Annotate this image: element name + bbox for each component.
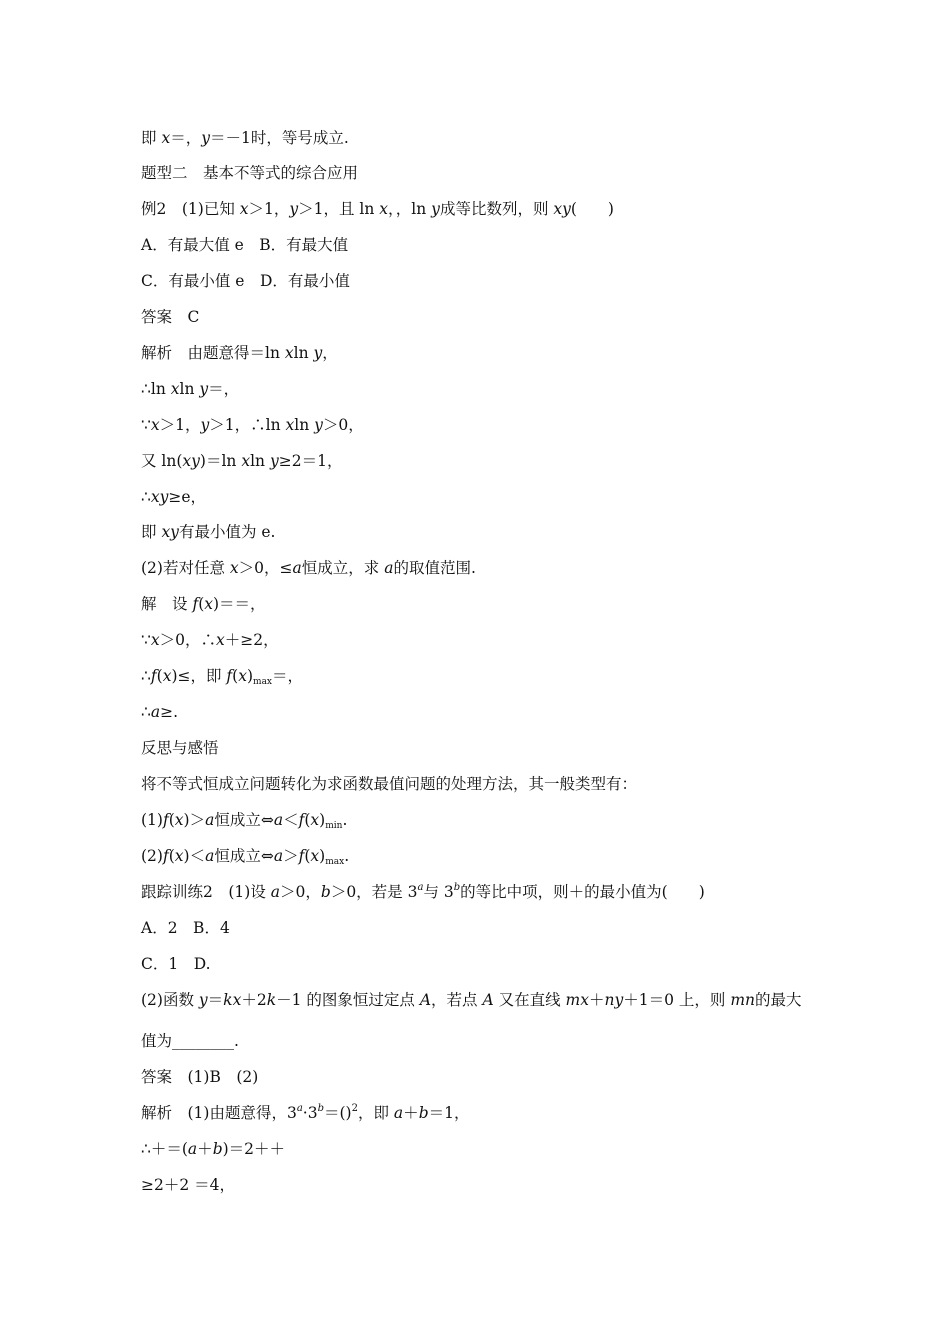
text-segment: a bbox=[273, 847, 284, 865]
text-segment: )＝ln bbox=[199, 452, 242, 470]
text-segment: y bbox=[199, 380, 209, 398]
text-segment: A bbox=[419, 991, 432, 1009]
practice-choice-ab bbox=[141, 918, 230, 938]
text-segment: a bbox=[393, 1104, 404, 1122]
text-segment: max bbox=[253, 677, 273, 687]
text-segment: 恒成立⇔ bbox=[214, 811, 274, 829]
text-segment: 例2 (1)已知 bbox=[141, 200, 240, 218]
text-segment: y bbox=[201, 129, 210, 147]
text-segment: a bbox=[270, 883, 280, 901]
example-2-part-2 bbox=[141, 558, 476, 578]
solution-step-3 bbox=[141, 702, 178, 722]
text-segment: f bbox=[162, 847, 169, 865]
text-segment: ) bbox=[319, 811, 326, 829]
text-segment: x bbox=[285, 416, 295, 434]
text-segment: 解析 (1)由题意得，3 bbox=[141, 1104, 297, 1122]
text-segment: ) bbox=[246, 667, 254, 685]
text-segment: (2) bbox=[141, 847, 163, 865]
practice-choice-cd bbox=[141, 954, 211, 974]
text-segment: min bbox=[325, 821, 343, 831]
text-segment: xy bbox=[161, 523, 179, 541]
text-segment: ＋ bbox=[197, 1140, 213, 1158]
text-segment: ( bbox=[232, 667, 239, 685]
answer-1 bbox=[141, 307, 199, 327]
text-segment: . bbox=[344, 847, 350, 865]
text-segment: ＞0，≤ bbox=[238, 559, 293, 577]
text-segment: x bbox=[174, 847, 184, 865]
text-segment: C．1 D. bbox=[141, 955, 211, 973]
text-segment: f bbox=[192, 595, 199, 613]
answer-2 bbox=[141, 1067, 258, 1087]
text-segment: a bbox=[384, 559, 394, 577]
text-segment: x bbox=[150, 631, 160, 649]
text-segment: a bbox=[205, 811, 215, 829]
text-segment: ≥2＋2 ＝4， bbox=[141, 1176, 235, 1194]
text-segment: －1 的图象恒过定点 bbox=[276, 991, 420, 1009]
reflection-case-2 bbox=[141, 846, 349, 869]
step-4 bbox=[141, 487, 206, 507]
text-segment: ( bbox=[304, 811, 311, 829]
text-segment: ∴ bbox=[141, 703, 151, 721]
choice-ab bbox=[141, 235, 348, 255]
text-segment: )＜ bbox=[183, 847, 206, 865]
text-segment: ＜ bbox=[283, 811, 299, 829]
text-segment: ∴ bbox=[141, 667, 151, 685]
solution-step-2 bbox=[141, 666, 303, 689]
text-segment: ＝() bbox=[324, 1104, 352, 1122]
text-segment: ( bbox=[156, 667, 163, 685]
text-segment: a bbox=[296, 1103, 303, 1114]
text-segment: x bbox=[238, 667, 247, 685]
text-segment: ∵ bbox=[141, 631, 151, 649]
text-segment: b bbox=[453, 882, 461, 893]
solution-step-1 bbox=[141, 630, 279, 650]
text-segment: )＝＝， bbox=[213, 595, 266, 613]
text-segment: b bbox=[212, 1140, 223, 1158]
example-2-question bbox=[141, 199, 614, 219]
text-segment: (2)函数 bbox=[141, 991, 199, 1009]
text-segment: x bbox=[241, 452, 251, 470]
text-segment: 解 设 bbox=[141, 595, 193, 613]
text-segment: 与 3 bbox=[423, 883, 454, 901]
text-segment: ＞1，∴ln bbox=[209, 416, 286, 434]
text-segment: ny bbox=[604, 991, 624, 1009]
text-segment: a bbox=[150, 703, 161, 721]
text-segment: 即 bbox=[141, 129, 162, 147]
text-segment: ∴ bbox=[141, 488, 151, 506]
text-segment: kx bbox=[223, 991, 242, 1009]
text-segment: ，即 bbox=[357, 1104, 394, 1122]
text-segment: y bbox=[313, 344, 323, 362]
text-segment: ln bbox=[293, 344, 314, 362]
analysis-2-step-2 bbox=[141, 1175, 235, 1195]
text-segment: ，，ln bbox=[388, 200, 432, 218]
text-segment: x bbox=[162, 667, 172, 685]
reflection-text bbox=[141, 774, 637, 794]
text-segment: xy bbox=[150, 488, 169, 506]
text-segment: x bbox=[161, 129, 171, 147]
text-segment: ＞1，且 ln bbox=[298, 200, 380, 218]
text-segment: b bbox=[320, 883, 331, 901]
text-segment: 即 bbox=[141, 523, 162, 541]
text-segment: x bbox=[284, 344, 294, 362]
text-segment: ∵ bbox=[141, 416, 151, 434]
choice-cd bbox=[141, 271, 350, 291]
text-segment: ( bbox=[198, 595, 205, 613]
reflection-heading bbox=[141, 738, 219, 758]
text-segment: y bbox=[198, 991, 208, 1009]
text-segment: x bbox=[310, 811, 320, 829]
text-segment: A bbox=[482, 991, 494, 1009]
text-segment: ≥e， bbox=[168, 488, 207, 506]
text-segment: 恒成立⇔ bbox=[214, 847, 274, 865]
text-segment: ln bbox=[250, 452, 270, 470]
step-2 bbox=[141, 415, 364, 435]
text-segment: . bbox=[342, 811, 348, 829]
text-segment: ＝， bbox=[208, 380, 240, 398]
text-segment: ln bbox=[294, 416, 315, 434]
analysis-2-step-1 bbox=[141, 1139, 285, 1159]
step-3 bbox=[141, 451, 342, 471]
text-segment: ln bbox=[179, 380, 200, 398]
text-segment: a bbox=[205, 847, 215, 865]
text-segment: a bbox=[187, 1140, 198, 1158]
text-segment: 又在直线 bbox=[493, 991, 566, 1009]
text-segment: x bbox=[216, 631, 225, 649]
text-segment: ( bbox=[168, 811, 175, 829]
text-segment: xy bbox=[553, 200, 571, 218]
text-segment: y bbox=[269, 452, 279, 470]
text-segment: 成等比数列，则 bbox=[439, 200, 554, 218]
text-segment: A．2 B．4 bbox=[141, 919, 230, 937]
text-segment: ，若点 bbox=[431, 991, 483, 1009]
text-segment: ＞0， bbox=[322, 416, 364, 434]
text-segment: 恒成立，求 bbox=[301, 559, 385, 577]
text-segment: x bbox=[204, 595, 213, 613]
text-segment: y bbox=[289, 200, 299, 218]
text-segment: x bbox=[174, 811, 184, 829]
text-segment: 的等比中项，则＋的最小值为( ) bbox=[460, 883, 705, 901]
text-segment: 2 bbox=[351, 1103, 358, 1114]
step-1 bbox=[141, 379, 239, 399]
text-segment: ＞1， bbox=[248, 200, 290, 218]
text-segment: 又 ln( bbox=[141, 452, 183, 470]
text-segment: ·3 bbox=[302, 1104, 318, 1122]
text-segment: x bbox=[229, 559, 239, 577]
text-segment: xy bbox=[182, 452, 200, 470]
text-segment: 的取值范围. bbox=[393, 559, 476, 577]
text-segment: b bbox=[418, 1104, 429, 1122]
practice-2-question bbox=[141, 882, 705, 905]
text-segment: ＞0， bbox=[280, 883, 321, 901]
text-segment: ＝－1时，等号成立. bbox=[209, 129, 349, 147]
text-segment: a bbox=[292, 559, 302, 577]
text-segment: (1) bbox=[141, 811, 163, 829]
text-segment: a bbox=[273, 811, 284, 829]
text-segment: ＝， bbox=[170, 129, 202, 147]
equality-condition bbox=[141, 128, 349, 148]
text-segment: ( bbox=[304, 847, 311, 865]
text-segment: (2)若对任意 bbox=[141, 559, 230, 577]
text-segment: x bbox=[150, 416, 160, 434]
text-segment: ＋≥2， bbox=[224, 631, 279, 649]
text-segment: f bbox=[162, 811, 169, 829]
text-segment: ＋ bbox=[588, 991, 605, 1009]
text-segment: ∴ln bbox=[141, 380, 171, 398]
text-segment: ＝， bbox=[272, 667, 304, 685]
text-segment: 将不等式恒成立问题转化为求函数最值问题的处理方法，其一般类型有： bbox=[141, 775, 638, 793]
text-segment: 跟踪训练2 (1)设 bbox=[141, 883, 271, 901]
text-segment: mx bbox=[565, 991, 589, 1009]
text-segment: )≤，即 bbox=[171, 667, 227, 685]
text-segment: a bbox=[417, 882, 424, 893]
text-segment: b bbox=[317, 1103, 324, 1114]
text-segment: ( ) bbox=[570, 200, 614, 218]
text-segment: 反思与感悟 bbox=[141, 739, 219, 757]
text-segment: ∴＋＝( bbox=[141, 1140, 188, 1158]
text-segment: k bbox=[266, 991, 277, 1009]
text-segment: 答案 C bbox=[141, 308, 200, 326]
text-segment: y bbox=[431, 200, 440, 218]
text-segment: 解析 由题意得＝ln bbox=[141, 344, 285, 362]
text-segment: x bbox=[379, 200, 389, 218]
reflection-case-1 bbox=[141, 810, 347, 833]
text-segment: ＝1， bbox=[428, 1104, 470, 1122]
text-segment: x bbox=[239, 200, 249, 218]
text-segment: 值为________. bbox=[141, 1032, 239, 1050]
analysis-1-start bbox=[141, 343, 338, 363]
text-segment: ＋1＝0 上，则 bbox=[623, 991, 731, 1009]
step-5 bbox=[141, 522, 275, 542]
text-segment: 题型二 基本不等式的综合应用 bbox=[141, 164, 359, 182]
text-segment: ≥2＝1， bbox=[278, 452, 343, 470]
text-segment: ＋2 bbox=[241, 991, 267, 1009]
section-heading bbox=[141, 163, 358, 183]
text-segment: ＞0，若是 3 bbox=[330, 883, 418, 901]
text-segment: f bbox=[298, 811, 305, 829]
practice-2-part-2-cont bbox=[141, 1031, 239, 1051]
text-segment: 的最大 bbox=[755, 991, 802, 1009]
text-segment: mn bbox=[730, 991, 755, 1009]
text-segment: ( bbox=[168, 847, 175, 865]
text-segment: y bbox=[314, 416, 323, 434]
text-segment: )＞ bbox=[183, 811, 206, 829]
text-segment: max bbox=[325, 857, 345, 867]
text-segment: A．有最大值 e B．有最大值 bbox=[141, 236, 349, 254]
text-segment: ＋ bbox=[403, 1104, 419, 1122]
text-segment: ， bbox=[322, 344, 338, 362]
text-segment: f bbox=[298, 847, 305, 865]
text-segment: 答案 (1)B (2) bbox=[141, 1068, 259, 1086]
text-segment: )＝2＋＋ bbox=[222, 1140, 286, 1158]
text-segment: 有最小值为 e. bbox=[178, 523, 276, 541]
text-segment: ＝ bbox=[207, 991, 224, 1009]
text-segment: C．有最小值 e D．有最小值 bbox=[141, 272, 350, 290]
text-segment: f bbox=[226, 667, 233, 685]
practice-2-part-2 bbox=[141, 990, 802, 1010]
text-segment: ≥. bbox=[160, 703, 179, 721]
text-segment: y bbox=[200, 416, 210, 434]
text-segment: x bbox=[170, 380, 180, 398]
text-segment: ) bbox=[319, 847, 326, 865]
text-segment: ＞0，∴ bbox=[159, 631, 216, 649]
text-segment: x bbox=[310, 847, 320, 865]
text-segment: ＞1， bbox=[159, 416, 201, 434]
analysis-2-start bbox=[141, 1103, 470, 1126]
text-segment: f bbox=[150, 667, 157, 685]
solution-start bbox=[141, 594, 266, 614]
text-segment: ＞ bbox=[283, 847, 299, 865]
